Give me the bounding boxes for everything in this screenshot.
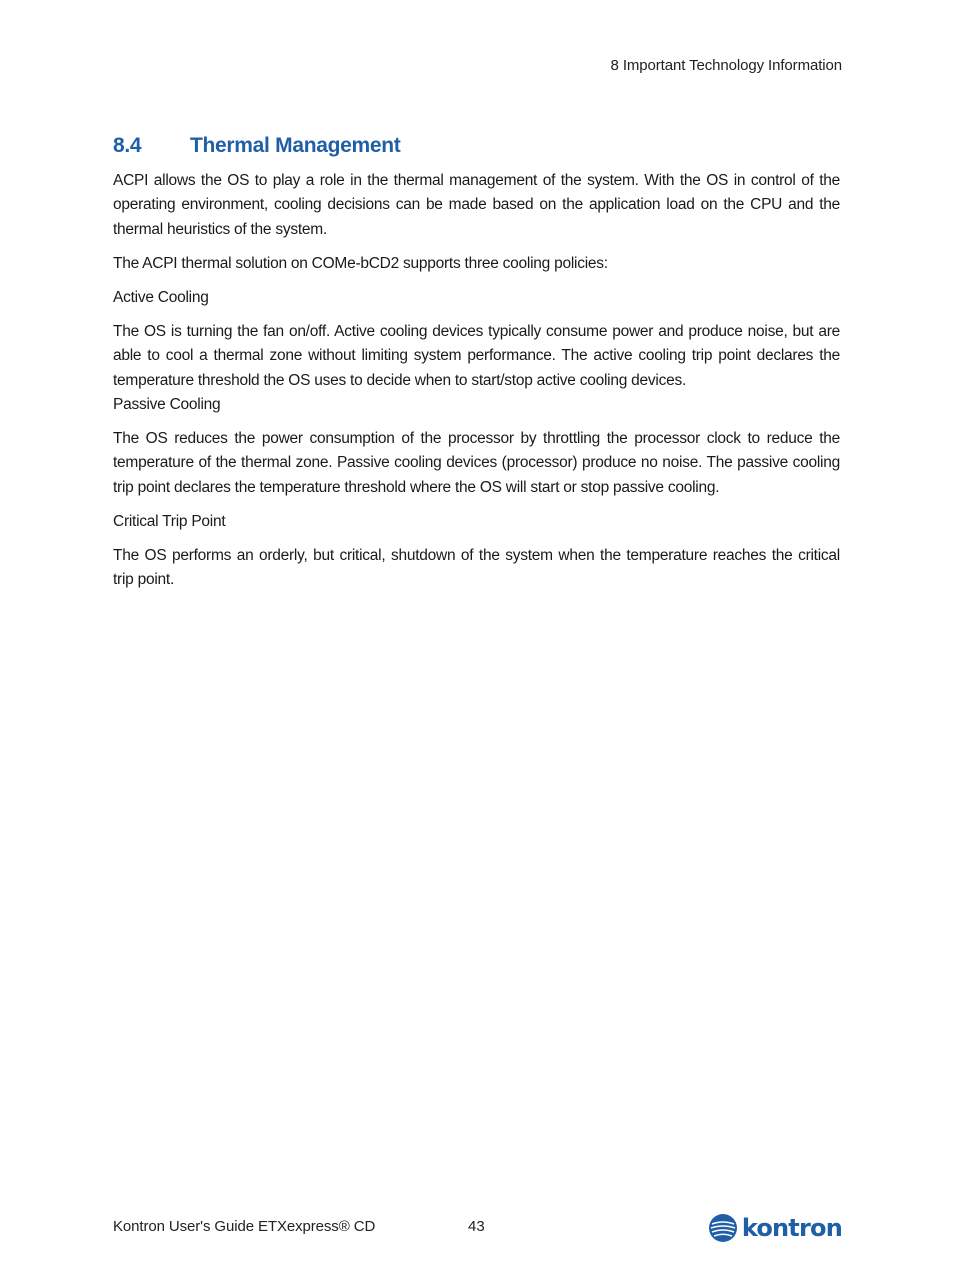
kontron-logo-icon <box>708 1213 738 1243</box>
intro-paragraph: ACPI allows the OS to play a role in the thermal management of the system. With the OS in control of the operating environment, cooling decisions can be made based on the application load on the CPU and the thermal heuristics of the system. <box>113 172 840 238</box>
policies-intro-paragraph: The ACPI thermal solution on COMe-bCD2 supports three cooling policies: <box>113 254 608 272</box>
critical-trip-point-paragraph: The OS performs an orderly, but critical, shutdown of the system when the temperature reaches the critical trip point. <box>113 546 840 589</box>
active-cooling-text: The OS is turning the fan on/off. Active cooling devices typically consume power and produce noise, but are able to cool a thermal zone without limiting system performance. The active cooling trip point declares the temperature threshold the OS uses to decide when to start/stop active cooling devices. <box>113 322 840 389</box>
section-title: Thermal Management <box>190 134 401 157</box>
page-number: 43 <box>468 1218 485 1235</box>
critical-trip-point-heading: Critical Trip Point <box>113 512 226 530</box>
running-header: 8 Important Technology Information <box>610 57 842 74</box>
page-footer <box>113 1216 842 1246</box>
kontron-wordmark: kontron <box>741 1214 842 1242</box>
active-cooling-paragraph <box>113 320 840 418</box>
section-thermal-management <box>113 132 840 602</box>
footer-document-title: Kontron User's Guide ETXexpress® CD <box>113 1218 376 1235</box>
section-heading <box>113 132 840 160</box>
active-cooling-heading: Active Cooling <box>113 288 209 306</box>
passive-cooling-heading: Passive Cooling <box>113 396 221 414</box>
kontron-logo <box>708 1213 842 1243</box>
passive-cooling-paragraph: The OS reduces the power consumption of the processor by throttling the processor clock to reduce the temperature of the thermal zone. Passive cooling devices (processor) produce no noise. The passive cooling trip point declares the temperature threshold where the OS will start or stop passive cooling. <box>113 430 840 496</box>
section-number: 8.4 <box>113 134 142 157</box>
